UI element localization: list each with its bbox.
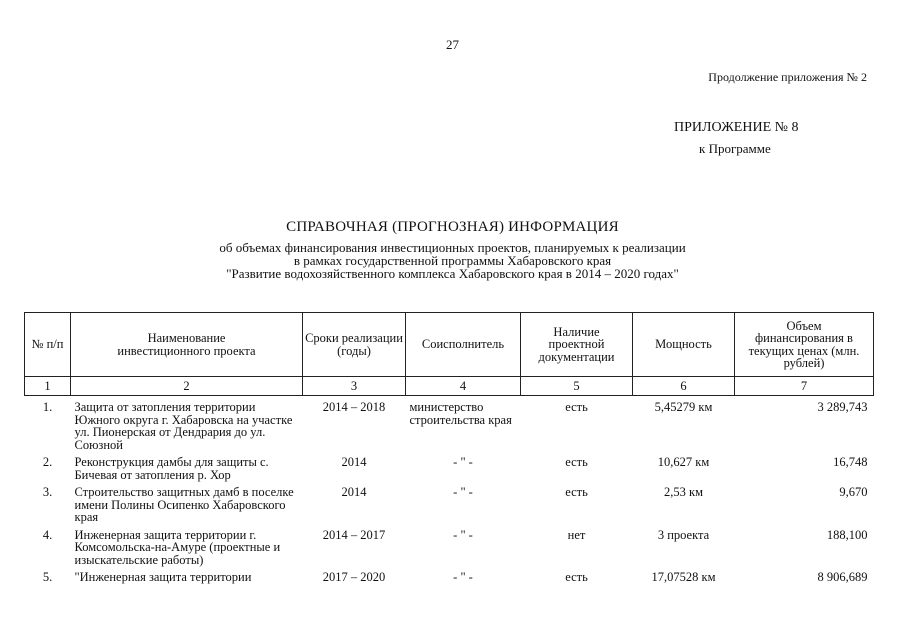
- project-volume: 16,748: [833, 455, 868, 469]
- project-power: 2,53 км: [664, 485, 703, 499]
- project-coexecutor: министерство строительства края: [409, 400, 512, 427]
- appendix-continuation-note: Продолжение приложения № 2: [708, 70, 867, 84]
- header-dates: Сроки реализации (годы): [303, 313, 406, 377]
- header-coexecutor: Соисполнитель: [406, 313, 521, 377]
- project-volume: 3 289,743: [817, 400, 868, 414]
- project-name: "Инженерная защита территории: [74, 570, 252, 584]
- project-name: Реконструкция дамбы для защиты с. Бичевая от затопления р. Хор: [74, 455, 269, 482]
- project-dates: 2014: [341, 455, 367, 469]
- project-volume: 9,670: [839, 485, 868, 499]
- row-number: 1.: [42, 400, 53, 414]
- row-number: 4.: [42, 527, 53, 542]
- row-number: 5.: [42, 570, 53, 584]
- header-project-name: Наименование инвестиционного проекта: [71, 313, 303, 377]
- project-power: 17,07528 км: [651, 570, 716, 584]
- document-title: СПРАВОЧНАЯ (ПРОГНОЗНАЯ) ИНФОРМАЦИЯ: [286, 219, 619, 235]
- row-number: 3.: [42, 485, 53, 499]
- project-documentation: есть: [565, 400, 588, 414]
- project-coexecutor: - " -: [453, 485, 473, 499]
- document-subtitle: [0, 241, 905, 280]
- header-power: Мощность: [633, 313, 735, 377]
- page-number: 27: [446, 37, 459, 52]
- header-volume: Объем финансирования в текущих ценах (млн. рублей): [735, 313, 874, 377]
- project-power: 3 проекта: [657, 527, 710, 542]
- table-row: [25, 566, 874, 584]
- project-coexecutor: - " -: [453, 455, 473, 469]
- subtitle-line: об объемах финансирования инвестиционных проектов, планируемых к реализации: [219, 240, 686, 255]
- row-number: 2.: [42, 455, 53, 469]
- table-row: [25, 396, 874, 452]
- subtitle-line: "Развитие водохозяйственного комплекса Хабаровского края в 2014 – 2020 годах": [226, 266, 679, 281]
- project-documentation: нет: [567, 527, 586, 542]
- table-header-row: [25, 313, 874, 377]
- header-documentation: Наличие проектной документации: [521, 313, 633, 377]
- column-number: 7: [735, 377, 874, 396]
- appendix-title: ПРИЛОЖЕНИЕ № 8: [674, 120, 799, 135]
- project-coexecutor: - " -: [453, 527, 473, 542]
- column-number: 1: [25, 377, 71, 396]
- project-dates: 2017 – 2020: [322, 570, 386, 584]
- column-number: 5: [521, 377, 633, 396]
- table-row: [25, 451, 874, 481]
- appendix-subtitle: к Программе: [699, 141, 771, 156]
- project-name: Строительство защитных дамб в поселке имени Полины Осипенко Хабаровского края: [74, 485, 294, 524]
- column-number: 3: [303, 377, 406, 396]
- table-row: [25, 481, 874, 524]
- header-number: № п/п: [25, 313, 71, 377]
- project-dates: 2014 – 2018: [322, 400, 386, 414]
- subtitle-line: в рамках государственной программы Хабаровского края: [293, 253, 612, 268]
- project-coexecutor: - " -: [453, 570, 473, 584]
- project-dates: 2014 – 2017: [322, 527, 386, 542]
- column-number: 6: [633, 377, 735, 396]
- project-name: Инженерная защита территории г. Комсомольска-на-Амуре (проектные и изыскательские работы): [74, 527, 281, 567]
- project-power: 5,45279 км: [654, 400, 713, 414]
- project-documentation: есть: [565, 455, 588, 469]
- project-dates: 2014: [341, 485, 367, 499]
- investment-projects-table: [24, 312, 874, 584]
- column-number-row: [25, 377, 874, 396]
- project-name: Защита от затопления территории Южного округа г. Хабаровска на участке ул. Пионерская от Дендрария до ул. Союзной: [74, 400, 293, 452]
- project-documentation: есть: [565, 570, 588, 584]
- project-volume: 8 906,689: [817, 570, 868, 584]
- project-volume: 188,100: [826, 527, 868, 542]
- column-number: 2: [71, 377, 303, 396]
- project-documentation: есть: [565, 485, 588, 499]
- project-power: 10,627 км: [657, 455, 710, 469]
- table-row: [25, 524, 874, 567]
- column-number: 4: [406, 377, 521, 396]
